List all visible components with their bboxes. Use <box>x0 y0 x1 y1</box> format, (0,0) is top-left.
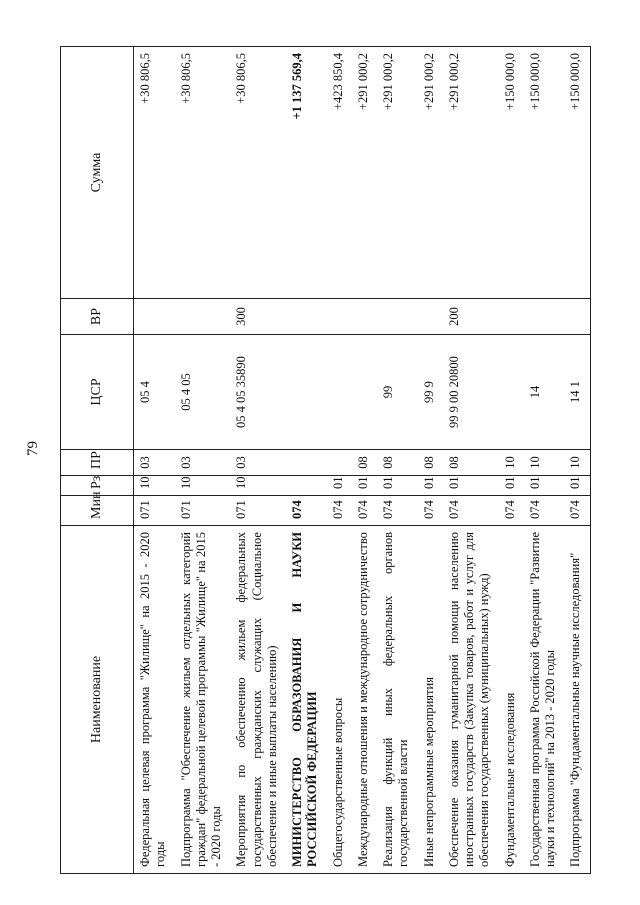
cell-csr <box>499 335 524 450</box>
cell-sum: +291 000,2 <box>352 47 377 299</box>
cell-vr: 200 <box>443 299 499 335</box>
page-number: 79 <box>25 441 41 456</box>
table-row <box>524 47 565 874</box>
cell-rz: 01 <box>564 476 590 496</box>
cell-pr: 08 <box>352 450 377 476</box>
cell-sum: +150 000,0 <box>564 47 590 299</box>
cell-sum: +30 806,5 <box>175 47 231 299</box>
cell-pr: 10 <box>524 450 565 476</box>
cell-min: 074 <box>418 496 443 526</box>
header-pr: ПР <box>61 450 134 476</box>
cell-min: 074 <box>286 496 327 526</box>
cell-rz: 01 <box>499 476 524 496</box>
cell-sum: +30 806,5 <box>230 47 286 299</box>
table-row <box>327 47 352 874</box>
cell-csr <box>286 335 327 450</box>
cell-rz: 10 <box>175 476 231 496</box>
cell-vr <box>564 299 590 335</box>
cell-csr <box>352 335 377 450</box>
table-row <box>564 47 590 874</box>
cell-csr: 05 4 <box>134 335 175 450</box>
cell-pr <box>327 450 352 476</box>
cell-sum: +291 000,2 <box>418 47 443 299</box>
cell-sum: +30 806,5 <box>134 47 175 299</box>
table-row <box>175 47 231 874</box>
cell-name: Мероприятия по обеспечению жильем федеральных государственных гражданских служащих (Социальное обеспечение и иные выплаты населению) <box>230 526 286 874</box>
cell-rz <box>286 476 327 496</box>
cell-min: 074 <box>327 496 352 526</box>
cell-name: МИНИСТЕРСТВО ОБРАЗОВАНИЯ И НАУКИ РОССИЙСКОЙ ФЕДЕРАЦИИ <box>286 526 327 874</box>
cell-min: 071 <box>175 496 231 526</box>
header-name: Наименование <box>61 526 134 874</box>
cell-rz: 01 <box>377 476 418 496</box>
cell-sum: +150 000,0 <box>524 47 565 299</box>
cell-name: Обеспечение оказания гуманитарной помощи населению иностранных государств (Закупка товаров, работ и услуг для обеспечения государственных (муниципальных) нужд) <box>443 526 499 874</box>
table-row <box>286 47 327 874</box>
cell-rz: 10 <box>230 476 286 496</box>
cell-name: Общегосударственные вопросы <box>327 526 352 874</box>
header-rz: Рз <box>61 476 134 496</box>
cell-csr: 99 9 00 20800 <box>443 335 499 450</box>
cell-min: 074 <box>499 496 524 526</box>
header-sum: Сумма <box>61 47 134 299</box>
cell-rz: 01 <box>352 476 377 496</box>
cell-rz: 01 <box>443 476 499 496</box>
cell-csr: 05 4 05 <box>175 335 231 450</box>
table-header-row <box>61 47 134 874</box>
table-row <box>377 47 418 874</box>
cell-csr: 14 1 <box>564 335 590 450</box>
cell-name: Подпрограмма "Обеспечение жильем отдельных категорий граждан" федеральной целевой программы "Жилище" на 2015 - 2020 годы <box>175 526 231 874</box>
cell-rz: 10 <box>134 476 175 496</box>
cell-csr: 05 4 05 35890 <box>230 335 286 450</box>
budget-table <box>60 46 591 874</box>
cell-vr <box>352 299 377 335</box>
cell-name: Иные непрограммные мероприятия <box>418 526 443 874</box>
cell-sum: +423 850,4 <box>327 47 352 299</box>
cell-min: 074 <box>443 496 499 526</box>
cell-csr <box>327 335 352 450</box>
cell-min: 074 <box>524 496 565 526</box>
cell-pr: 10 <box>499 450 524 476</box>
table-row <box>418 47 443 874</box>
cell-min: 071 <box>230 496 286 526</box>
cell-min: 074 <box>564 496 590 526</box>
header-csr: ЦСР <box>61 335 134 450</box>
cell-sum: +1 137 569,4 <box>286 47 327 299</box>
cell-name: Реализация функций иных федеральных органов государственной власти <box>377 526 418 874</box>
cell-vr <box>286 299 327 335</box>
cell-sum: +291 000,2 <box>443 47 499 299</box>
cell-min: 071 <box>134 496 175 526</box>
cell-csr: 99 9 <box>418 335 443 450</box>
table-row <box>352 47 377 874</box>
cell-name: Фундаментальные исследования <box>499 526 524 874</box>
rotated-table-container <box>60 47 605 874</box>
cell-pr: 03 <box>134 450 175 476</box>
cell-vr <box>499 299 524 335</box>
table-body <box>134 47 591 874</box>
cell-sum: +291 000,2 <box>377 47 418 299</box>
cell-vr <box>524 299 565 335</box>
cell-pr: 08 <box>418 450 443 476</box>
cell-vr: 300 <box>230 299 286 335</box>
cell-rz: 01 <box>327 476 352 496</box>
header-min: Мин <box>61 496 134 526</box>
table-row <box>443 47 499 874</box>
cell-vr <box>377 299 418 335</box>
header-vr: ВР <box>61 299 134 335</box>
cell-csr: 14 <box>524 335 565 450</box>
cell-pr <box>286 450 327 476</box>
cell-pr: 08 <box>443 450 499 476</box>
cell-csr: 99 <box>377 335 418 450</box>
table-row <box>134 47 175 874</box>
cell-pr: 08 <box>377 450 418 476</box>
cell-name: Федеральная целевая программа "Жилище" на 2015 - 2020 годы <box>134 526 175 874</box>
table-row <box>230 47 286 874</box>
cell-name: Подпрограмма "Фундаментальные научные исследования" <box>564 526 590 874</box>
cell-min: 074 <box>352 496 377 526</box>
cell-name: Международные отношения и международное сотрудничество <box>352 526 377 874</box>
cell-vr <box>175 299 231 335</box>
cell-min: 074 <box>377 496 418 526</box>
cell-vr <box>134 299 175 335</box>
cell-vr <box>418 299 443 335</box>
table-row <box>499 47 524 874</box>
cell-rz: 01 <box>418 476 443 496</box>
cell-name: Государственная программа Российской Федерации "Развитие науки и технологий" на 2013 - 2020 годы <box>524 526 565 874</box>
cell-pr: 03 <box>230 450 286 476</box>
cell-vr <box>327 299 352 335</box>
cell-pr: 10 <box>564 450 590 476</box>
cell-sum: +150 000,0 <box>499 47 524 299</box>
cell-pr: 03 <box>175 450 231 476</box>
cell-rz: 01 <box>524 476 565 496</box>
